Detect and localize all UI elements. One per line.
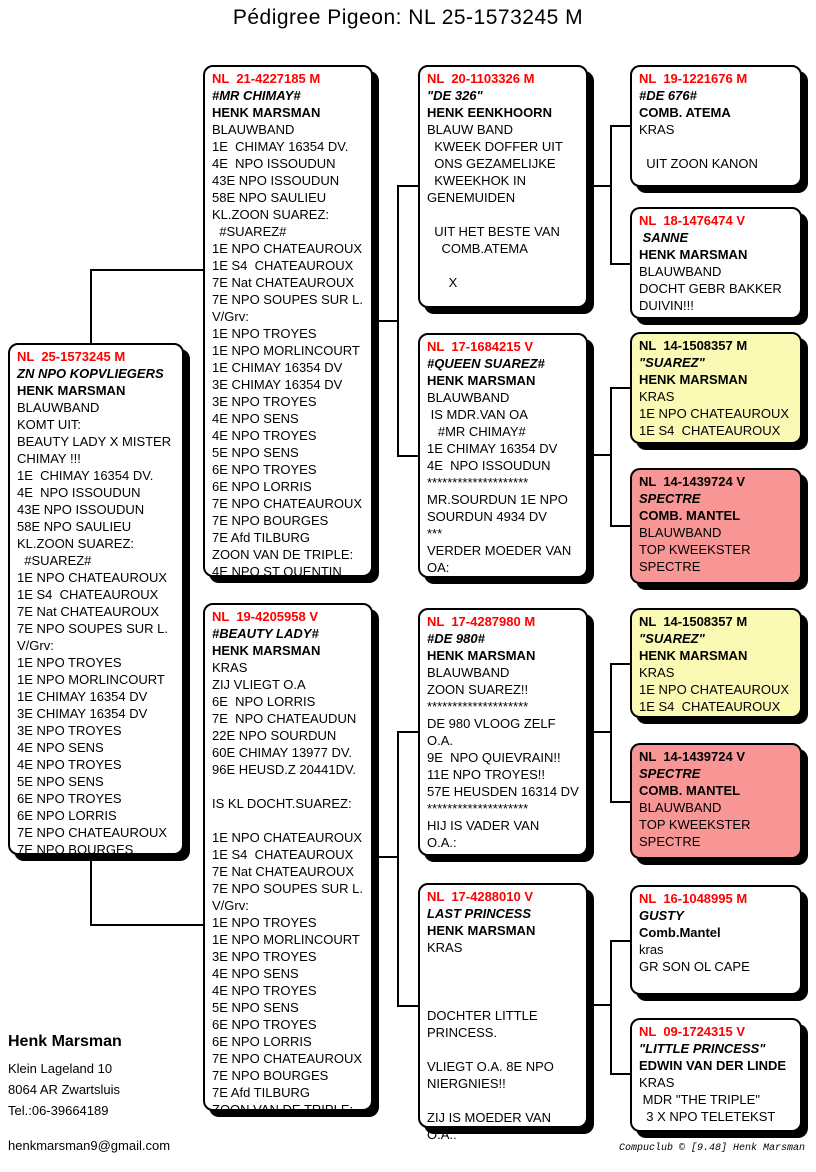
owner-name: HENK MARSMAN <box>427 923 536 938</box>
performance-line: V/Grv: <box>212 309 249 324</box>
performance-line: ZOON SUAREZ!! <box>427 682 529 697</box>
owner-name: HENK MARSMAN <box>212 105 321 120</box>
performance-line: 5E NPO SENS <box>17 774 104 789</box>
performance-line: DOCHTER LITTLE <box>427 1008 538 1023</box>
performance-line: KWEEK DOFFER UIT <box>427 139 563 154</box>
connector-line <box>610 263 630 265</box>
performance-line: 3E CHIMAY 16354 DV <box>212 377 343 392</box>
performance-line: KRAS <box>639 1075 675 1090</box>
pigeon-box-paternal-grandfather <box>418 65 588 308</box>
performance-line: 1E CHIMAY 16354 DV <box>427 441 558 456</box>
performance-line <box>212 812 365 829</box>
breeder-address-line1: Klein Lageland 10 <box>8 1061 113 1076</box>
performance-line: #MR CHIMAY# <box>427 424 526 439</box>
ring-number: NL 19-4205958 V <box>212 609 318 624</box>
performance-line: V/Grv: <box>17 638 54 653</box>
performance-line: BLAUWBAND <box>212 122 295 137</box>
performance-line: 5E NPO SENS <box>212 1000 299 1015</box>
performance-line: CHIMAY !!! <box>17 451 81 466</box>
performance-line: KL.ZOON SUAREZ: <box>17 536 135 551</box>
footer-credit: Compuclub © [9.48] Henk Marsman <box>618 1143 806 1154</box>
performance-line: 1E S4 CHATEAUROUX <box>212 258 354 273</box>
pigeon-name: "LITTLE PRINCESS" <box>639 1041 766 1056</box>
performance-line: 6E NPO TROYES <box>212 462 317 477</box>
performance-line: 4E NPO ISSOUDUN <box>212 156 336 171</box>
ring-number: NL 14-1439724 V <box>639 474 745 489</box>
performance-line: ONS GEZAMELIJKE <box>427 156 556 171</box>
performance-line: 1E NPO TROYES <box>212 326 317 341</box>
pigeon-name: "DE 326" <box>427 88 483 103</box>
performance-line: 43E NPO ISSOUDUN <box>212 173 340 188</box>
performance-line: 7E NPO CHATEAUROUX <box>17 825 168 840</box>
breeder-address-line2: 8064 AR Zwartsluis <box>8 1082 120 1097</box>
connector-line <box>610 663 612 803</box>
pigeon-name: LAST PRINCESS <box>427 906 532 921</box>
ring-number: NL 25-1573245 M <box>17 349 126 364</box>
performance-line: ZOON VAN DE TRIPLE: <box>212 547 354 562</box>
performance-line: 1E S4 CHATEAUROUX <box>17 587 159 602</box>
performance-line: 4E NPO ISSOUDUN <box>17 485 141 500</box>
ring-number: NL 19-1221676 M <box>639 71 748 86</box>
pigeon-box-great-grandparent-7 <box>630 885 802 995</box>
performance-line: ZIJ VLIEGT O.A <box>212 677 306 692</box>
performance-line: 4E NPO TROYES <box>212 428 317 443</box>
ring-number: NL 14-1439724 V <box>639 749 745 764</box>
performance-line: HIJ IS VADER VAN <box>427 818 540 833</box>
performance-line: 7E NPO SOUPES SUR L. <box>212 881 363 896</box>
performance-line: 60E CHIMAY 13977 DV. <box>212 745 352 760</box>
page-title: Pédigree Pigeon: NL 25-1573245 M <box>232 6 584 29</box>
connector-line <box>610 387 612 527</box>
performance-line: O.A. <box>427 733 454 748</box>
performance-line <box>427 1041 580 1058</box>
performance-line <box>427 990 580 1007</box>
performance-line: VERDER MOEDER VAN <box>427 543 572 558</box>
owner-name: HENK MARSMAN <box>17 383 126 398</box>
pigeon-name: "SUAREZ" <box>639 631 705 646</box>
pigeon-box-great-grandparent-8 <box>630 1018 802 1132</box>
pigeon-box-mother <box>203 603 373 1117</box>
performance-line: kras <box>639 942 664 957</box>
performance-line <box>427 206 580 223</box>
performance-line <box>427 1092 580 1109</box>
performance-line: 6E NPO LORRIS <box>17 808 117 823</box>
performance-line: BLAUW BAND <box>427 122 513 137</box>
performance-line: 4E NPO TROYES <box>212 983 317 998</box>
performance-line: ******************** <box>427 475 529 490</box>
performance-line: SOURDUN 4934 DV <box>427 509 547 524</box>
connector-line <box>610 125 612 265</box>
performance-line: SPECTRE <box>639 559 701 574</box>
performance-line: 1E S4 CHATEAUROUX <box>212 847 354 862</box>
performance-line: 4E NPO ST QUENTIN <box>212 564 342 579</box>
performance-line: X <box>427 275 458 290</box>
pigeon-name: SANNE <box>639 230 689 245</box>
performance-line: #SUAREZ# <box>212 224 287 239</box>
performance-line: 96E HEUSD.Z 20441DV. <box>212 762 357 777</box>
performance-line: 1E NPO CHATEAUROUX <box>212 830 363 845</box>
performance-line <box>427 973 580 990</box>
connector-line <box>90 924 204 926</box>
performance-line: KRAS <box>639 389 675 404</box>
performance-line <box>212 778 365 795</box>
performance-line: UIT ZOON KANON <box>639 156 758 171</box>
performance-line: BLAUWBAND <box>427 665 510 680</box>
performance-line: 11E NPO TROYES!! <box>427 767 546 782</box>
performance-line: 58E NPO SAULIEU <box>17 519 132 534</box>
performance-line: DE 980 VLOOG ZELF <box>427 716 556 731</box>
connector-line <box>397 185 399 457</box>
performance-line: ******************** <box>427 699 529 714</box>
performance-line: 7E Nat CHATEAUROUX <box>212 864 355 879</box>
connector-line <box>397 455 418 457</box>
performance-line: 1E NPO CHATEAUROUX <box>17 570 168 585</box>
ring-number: NL 17-4287980 M <box>427 614 536 629</box>
performance-line: OA: <box>427 560 450 575</box>
owner-name: HENK MARSMAN <box>639 372 748 387</box>
performance-line: 6E NPO TROYES <box>17 791 122 806</box>
performance-line <box>639 138 794 155</box>
performance-line: 22E NPO SOURDUN <box>212 728 337 743</box>
performance-line: O.A.: <box>427 1127 457 1142</box>
performance-line: 9E NPO QUIEVRAIN!! <box>427 750 561 765</box>
connector-line <box>610 1073 630 1075</box>
pigeon-name: "SUAREZ" <box>639 355 705 370</box>
performance-line: 43E NPO ISSOUDUN <box>17 502 145 517</box>
performance-line: 6E NPO LORRIS <box>212 1034 312 1049</box>
performance-line: KRAS <box>427 940 463 955</box>
performance-line: 7E NPO SOUPES SUR L. <box>17 621 168 636</box>
performance-line: 3E CHIMAY 16354 DV <box>17 706 148 721</box>
pigeon-box-great-grandparent-2 <box>630 207 802 319</box>
performance-line: 1E NPO CHATEAUROUX <box>639 682 790 697</box>
performance-line: 1E NPO CHATEAUROUX <box>212 241 363 256</box>
ring-number: NL 17-1684215 V <box>427 339 533 354</box>
owner-name: COMB. MANTEL <box>639 783 741 798</box>
performance-line: 5E NPO SENS <box>212 445 299 460</box>
connector-line <box>610 525 630 527</box>
performance-line: 1E CHIMAY 16354 DV. <box>212 139 349 154</box>
performance-line: 7E NPO BOURGES <box>212 513 329 528</box>
performance-line: 1E S4 CHATEAUROUX <box>639 423 781 438</box>
connector-line <box>610 940 630 942</box>
performance-line: TOP KWEEKSTER <box>639 542 751 557</box>
performance-line: 4E NPO SENS <box>212 411 299 426</box>
connector-line <box>589 731 611 733</box>
pigeon-name: SPECTRE <box>639 766 701 781</box>
performance-line: O.A.: <box>427 835 457 850</box>
breeder-name: Henk Marsman <box>8 1033 122 1050</box>
ring-number: NL 18-1476474 V <box>639 213 745 228</box>
performance-line: IS MDR.VAN OA <box>427 407 528 422</box>
connector-line <box>610 663 630 665</box>
performance-line: 4E NPO SENS <box>212 966 299 981</box>
performance-line: KL.ZOON SUAREZ: <box>212 207 330 222</box>
performance-line: 7E Nat CHATEAUROUX <box>17 604 160 619</box>
performance-line <box>427 956 580 973</box>
performance-line: IS KL DOCHT.SUAREZ: <box>212 796 352 811</box>
connector-line <box>589 1004 611 1006</box>
performance-line: KRAS <box>639 122 675 137</box>
connector-line <box>589 185 611 187</box>
performance-line: KRAS <box>212 660 248 675</box>
pigeon-name: #DE 980# <box>427 631 485 646</box>
connector-line <box>589 454 611 456</box>
performance-line: 6E NPO LORRIS <box>212 694 316 709</box>
performance-line: GR SON OL CAPE <box>639 959 750 974</box>
performance-line: 1E S4 CHATEAUROUX <box>639 699 781 714</box>
performance-line: BEAUTY LADY X MISTER <box>17 434 172 449</box>
connector-line <box>397 731 418 733</box>
performance-line: 7E NPO SOUPES SUR L. <box>212 292 363 307</box>
performance-line: 4E NPO ISSOUDUN <box>427 458 551 473</box>
pigeon-box-subject <box>8 343 184 855</box>
performance-line: 1E CHIMAY 16354 DV <box>17 689 148 704</box>
performance-line: 1E NPO MORLINCOURT <box>212 343 360 358</box>
performance-line: DOCHT GEBR BAKKER <box>639 281 782 296</box>
performance-line: KOMT UIT: <box>17 417 82 432</box>
owner-name: COMB. ATEMA <box>639 105 731 120</box>
pigeon-name: #BEAUTY LADY# <box>212 626 319 641</box>
pigeon-box-great-grandparent-3 <box>630 332 802 444</box>
pigeon-box-paternal-grandmother <box>418 333 588 578</box>
performance-line <box>427 257 580 274</box>
owner-name: HENK MARSMAN <box>639 648 748 663</box>
breeder-info <box>8 1030 170 1156</box>
connector-line <box>374 320 398 322</box>
performance-line: V/Grv: <box>212 898 249 913</box>
performance-line: SPECTRE <box>639 834 701 849</box>
connector-line <box>397 731 399 1007</box>
performance-line: COMB.ATEMA <box>427 241 528 256</box>
performance-line: MDR "THE TRIPLE" <box>639 1092 760 1107</box>
pigeon-name: SPECTRE <box>639 491 701 506</box>
pigeon-box-great-grandparent-6 <box>630 743 802 859</box>
ring-number: NL 14-1508357 M <box>639 614 748 629</box>
pigeon-name: GUSTY <box>639 908 684 923</box>
performance-line: BLAUWBAND <box>639 525 722 540</box>
performance-line: 1E NPO CHATEAUROUX <box>639 406 790 421</box>
performance-line: 1E CHIMAY 16354 DV <box>212 360 343 375</box>
performance-line: UIT HET BESTE VAN <box>427 224 560 239</box>
performance-line: 58E NPO SAULIEU <box>212 190 327 205</box>
performance-line: 3 X NPO TELETEKST <box>639 1109 776 1124</box>
performance-line: 1E CHIMAY 16354 DV. <box>17 468 154 483</box>
owner-name: HENK EENKHOORN <box>427 105 552 120</box>
performance-line: 7E NPO CHATEAUROUX <box>212 496 363 511</box>
ring-number: NL 14-1508357 M <box>639 338 748 353</box>
performance-line: 6E NPO LORRIS <box>212 479 312 494</box>
owner-name: COMB. MANTEL <box>639 508 741 523</box>
pigeon-box-father <box>203 65 373 577</box>
performance-line: 1E NPO TROYES <box>17 655 122 670</box>
performance-line: ******************** <box>427 801 529 816</box>
ring-number: NL 16-1048995 M <box>639 891 748 906</box>
connector-line <box>610 940 612 1075</box>
connector-line <box>397 1005 418 1007</box>
pigeon-box-great-grandparent-4 <box>630 468 802 584</box>
performance-line: 1E NPO MORLINCOURT <box>212 932 360 947</box>
pigeon-name: #MR CHIMAY# <box>212 88 301 103</box>
ring-number: NL 17-4288010 V <box>427 889 533 904</box>
performance-line: 4E NPO SENS <box>17 740 104 755</box>
performance-line: 3E NPO TROYES <box>17 723 122 738</box>
performance-line: 3E NPO TROYES <box>212 394 317 409</box>
performance-line: 1E NPO MORLINCOURT <box>17 672 165 687</box>
performance-line: 7E Nat CHATEAUROUX <box>212 275 355 290</box>
performance-line: BLAUWBAND <box>17 400 100 415</box>
performance-line: 1E NPO TROYES <box>212 915 317 930</box>
performance-line: NIERGNIES!! <box>427 1076 506 1091</box>
performance-line: 7E NPO CHATEAUDUN <box>212 711 357 726</box>
performance-line: ZIJ IS MOEDER VAN <box>427 1110 551 1125</box>
owner-name: HENK MARSMAN <box>639 247 748 262</box>
performance-line: BLAUWBAND <box>639 264 722 279</box>
owner-name: HENK MARSMAN <box>427 373 536 388</box>
performance-line: 7E NPO CHATEAUROUX <box>212 1051 363 1066</box>
performance-line: 7E Afd TILBURG <box>212 1085 311 1100</box>
connector-line <box>90 853 92 926</box>
breeder-email: henkmarsman9@gmail.com <box>8 1138 171 1153</box>
performance-line: GENEMUIDEN <box>427 190 516 205</box>
connector-line <box>610 387 630 389</box>
owner-name: EDWIN VAN DER LINDE <box>639 1058 787 1073</box>
performance-line: 4E NPO TROYES <box>17 757 122 772</box>
performance-line: 7E NPO BOURGES <box>17 842 134 857</box>
performance-line: TOP KWEEKSTER <box>639 817 751 832</box>
performance-line: PRINCESS. <box>427 1025 498 1040</box>
owner-name: HENK MARSMAN <box>212 643 321 658</box>
connector-line <box>90 269 92 345</box>
performance-line: KWEEKHOK IN <box>427 173 526 188</box>
performance-line: 6E NPO TROYES <box>212 1017 317 1032</box>
connector-line <box>610 125 630 127</box>
pigeon-name: #DE 676# <box>639 88 697 103</box>
performance-line: 3E NPO TROYES <box>212 949 317 964</box>
connector-line <box>610 801 630 803</box>
performance-line: BLAUWBAND <box>427 390 510 405</box>
owner-name: HENK MARSMAN <box>427 648 536 663</box>
performance-line: DUIVIN!!! <box>639 298 694 313</box>
performance-line: 57E HEUSDEN 16314 DV <box>427 784 579 799</box>
performance-line: VLIEGT O.A. 8E NPO <box>427 1059 554 1074</box>
performance-line: BLAUWBAND <box>639 800 722 815</box>
pigeon-box-maternal-grandmother <box>418 883 588 1142</box>
breeder-phone: Tel.:06-39664189 <box>8 1103 109 1118</box>
connector-line <box>397 185 418 187</box>
performance-line: *** <box>427 526 443 541</box>
connector-line <box>90 269 204 271</box>
pigeon-box-maternal-grandfather <box>418 608 588 856</box>
performance-line: 7E Afd TILBURG <box>212 530 311 545</box>
performance-line: KRAS <box>639 665 675 680</box>
performance-line: 7E NPO BOURGES <box>212 1068 329 1083</box>
pigeon-box-great-grandparent-1 <box>630 65 802 187</box>
performance-line: ZOON VAN DE TRIPLE: <box>212 1102 354 1117</box>
owner-name: Comb.Mantel <box>639 925 721 940</box>
ring-number: NL 21-4227185 M <box>212 71 321 86</box>
performance-line: MR.SOURDUN 1E NPO <box>427 492 568 507</box>
pigeon-name: ZN NPO KOPVLIEGERS <box>17 366 164 381</box>
pigeon-box-great-grandparent-5 <box>630 608 802 718</box>
connector-line <box>374 856 398 858</box>
performance-line: #SUAREZ# <box>17 553 92 568</box>
pigeon-name: #QUEEN SUAREZ# <box>427 356 545 371</box>
ring-number: NL 09-1724315 V <box>639 1024 745 1039</box>
ring-number: NL 20-1103326 M <box>427 71 535 86</box>
